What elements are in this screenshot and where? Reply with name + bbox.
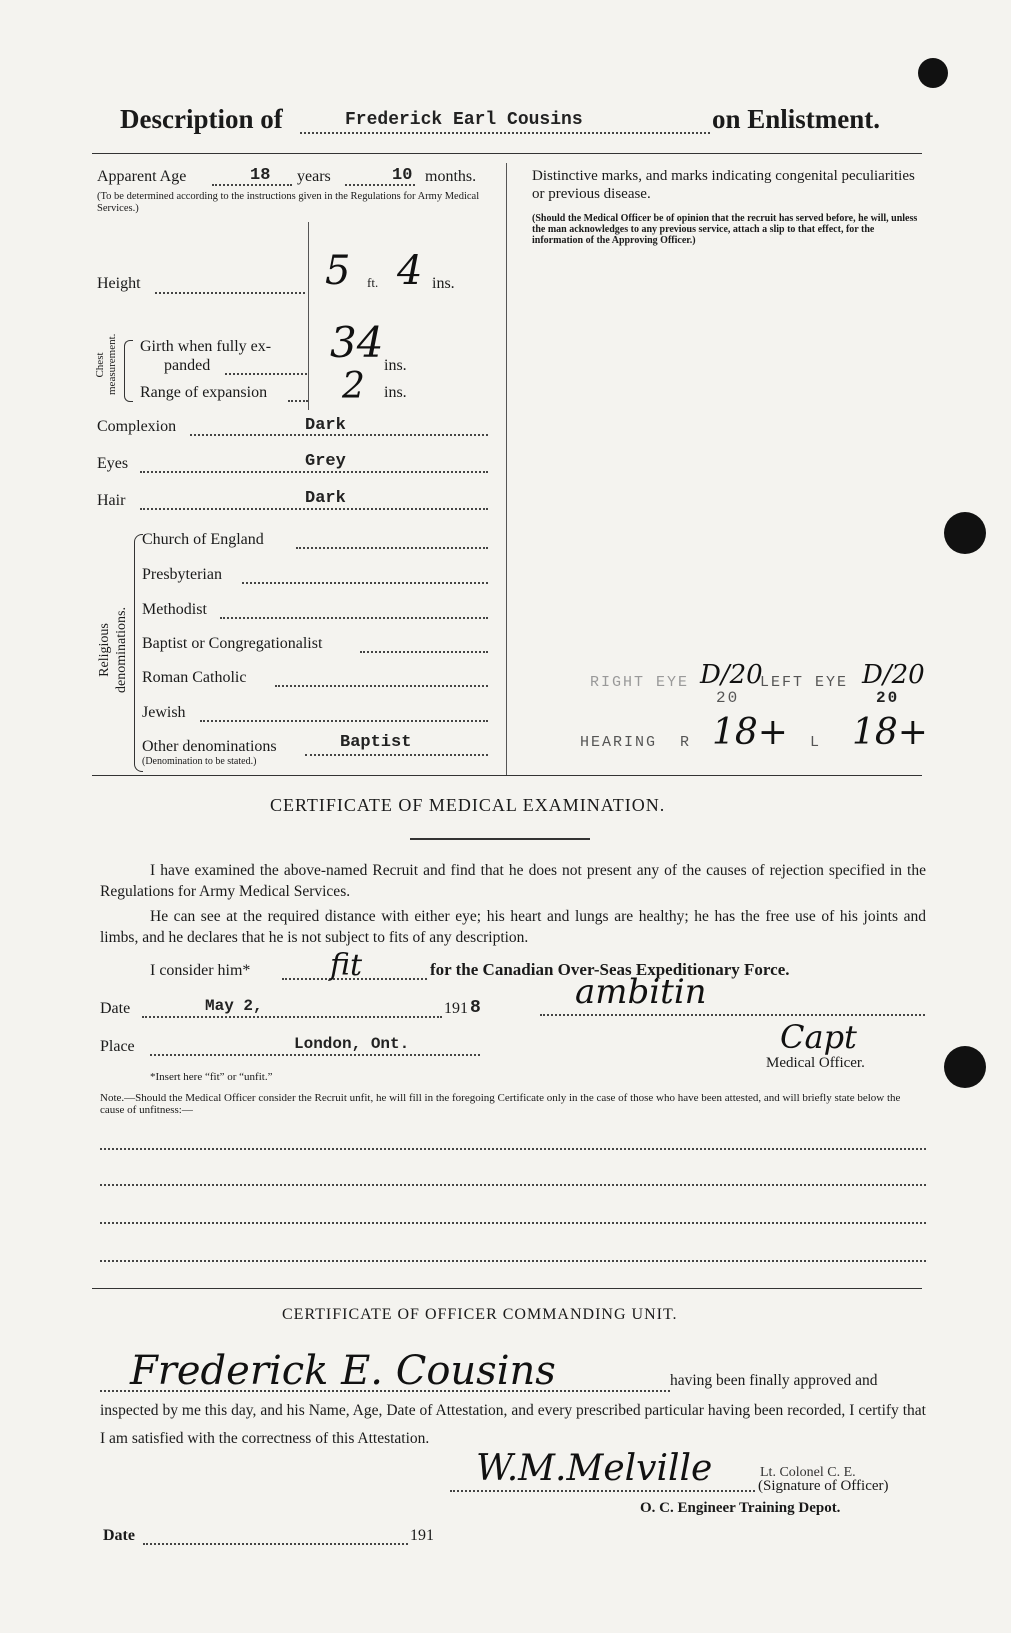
header-rule xyxy=(92,153,922,154)
religion-other-line xyxy=(305,754,488,756)
hair-line xyxy=(140,508,488,510)
religion-item-jewish: Jewish xyxy=(142,704,186,721)
force-text: for the Canadian Over-Seas Expeditionary Force. xyxy=(430,960,790,979)
complexion-label: Complexion xyxy=(97,418,177,435)
right-eye-value: D/20 xyxy=(700,660,763,690)
religion-item-presbyterian: Presbyterian xyxy=(142,566,222,583)
religion-line-6 xyxy=(200,720,488,722)
chest-range-label: Range of expansion xyxy=(140,384,268,401)
chest-range-value: 2 xyxy=(342,366,365,407)
chest-girth-ins: ins. xyxy=(384,357,407,374)
religion-item-church-of-england: Church of England xyxy=(142,531,264,548)
religion-item-baptist-congregationalist: Baptist or Congregationalist xyxy=(142,635,323,652)
religion-item-roman-catholic: Roman Catholic xyxy=(142,669,247,686)
religion-other-note: (Denomination to be stated.) xyxy=(142,756,257,767)
medical-date-line xyxy=(142,1016,442,1018)
distinctive-marks-note: (Should the Medical Officer be of opinion that the recruit has served before, he will, unless the man acknowledges to any previous service, attach a slip to that effect, for the information of the Approving Officer.) xyxy=(532,213,918,246)
chest-range-line xyxy=(288,400,308,402)
commanding-unit: O. C. Engineer Training Depot. xyxy=(640,1500,841,1516)
height-feet-label: ft. xyxy=(367,275,379,290)
commanding-officer-rank: Lt. Colonel C. E. xyxy=(760,1465,856,1480)
religion-line-1 xyxy=(296,547,488,549)
recruit-signature: Frederick E. Cousins xyxy=(130,1348,556,1394)
header-name-line xyxy=(300,132,710,134)
unfit-line-1 xyxy=(100,1148,926,1150)
age-months-label: months. xyxy=(425,168,477,185)
height-inches-label: ins. xyxy=(432,275,455,292)
age-label: Apparent Age xyxy=(97,168,187,185)
commanding-officer-line xyxy=(450,1490,755,1492)
left-eye-denominator: 20 xyxy=(876,689,900,707)
commanding-text-1: having been finally approved and xyxy=(670,1372,878,1389)
left-eye-value: D/20 xyxy=(862,660,925,690)
religion-item-methodist: Methodist xyxy=(142,601,207,618)
chest-girth-label-2: panded xyxy=(164,357,211,374)
age-note: (To be determined according to the instructions given in the Regulations for Army Medical Services.) xyxy=(97,191,480,214)
punch-hole-bottom xyxy=(944,1046,986,1088)
chest-girth-value: 34 xyxy=(330,318,384,367)
religion-line-3 xyxy=(220,617,488,619)
chest-range-ins: ins. xyxy=(384,384,407,401)
religion-line-5 xyxy=(275,685,488,687)
age-years-value: 18 xyxy=(250,166,271,185)
hair-label: Hair xyxy=(97,492,126,509)
left-eye-label: LEFT EYE xyxy=(760,674,849,691)
unfit-line-3 xyxy=(100,1222,926,1224)
commanding-date-line xyxy=(143,1543,408,1545)
hair-value: Dark xyxy=(305,489,346,508)
hearing-right-label: R xyxy=(680,734,692,751)
recruit-signature-line xyxy=(100,1390,670,1392)
hearing-left-value: 18+ xyxy=(852,712,928,753)
commanding-text-2: inspected by me this day, and his Name, Age, Date of Attestation, and every prescribed particular having been recorded, I certify that I am satisfied with the correctness of this Attestation. xyxy=(100,1402,926,1447)
distinctive-marks-title: Distinctive marks, and marks indicating congenital peculiarities or previous disease. xyxy=(532,168,915,202)
column-divider xyxy=(506,163,507,775)
chest-brace xyxy=(124,340,133,402)
medical-place-line xyxy=(150,1054,480,1056)
medical-title-rule xyxy=(410,838,590,840)
recruit-name: Frederick Earl Cousins xyxy=(345,110,583,130)
medical-place-label: Place xyxy=(100,1038,135,1055)
medical-note: Note.—Should the Medical Officer consider the Recruit unfit, he will fill in the foregoing Certificate only in the case of those who have been attested, and will briefly state below the cause of unfitness:— xyxy=(100,1092,901,1116)
eyes-value: Grey xyxy=(305,452,346,471)
unfit-line-2 xyxy=(100,1184,926,1186)
religion-other-label: Other denominations xyxy=(142,738,277,755)
medical-year-suffix: 8 xyxy=(470,998,481,1018)
commanding-year-prefix: 191 xyxy=(410,1527,434,1544)
hearing-label: HEARING xyxy=(580,734,658,751)
commanding-officer-signature: W.M.Melville xyxy=(476,1448,713,1489)
eyes-label: Eyes xyxy=(97,455,129,472)
insert-note: *Insert here “fit” or “unfit.” xyxy=(150,1071,273,1083)
hearing-left-label: L xyxy=(810,734,822,751)
commanding-certificate-title: CERTIFICATE OF OFFICER COMMANDING UNIT. xyxy=(282,1306,678,1323)
header-description-label: Description of xyxy=(120,104,283,134)
medical-year-prefix: 191 xyxy=(444,1000,468,1017)
section-rule-2 xyxy=(92,1288,922,1289)
header-on-enlistment: on Enlistment. xyxy=(712,104,881,134)
punch-hole-middle xyxy=(944,512,986,554)
right-eye-label: RIGHT EYE xyxy=(590,674,690,691)
age-years-label: years xyxy=(297,168,331,185)
unfit-line-4 xyxy=(100,1260,926,1262)
height-feet-value: 5 xyxy=(325,248,351,294)
punch-hole-top xyxy=(918,58,948,88)
medical-para-2: He can see at the required distance with either eye; his heart and lungs are healthy; he has the free use of his joints and limbs, and he declares that he is not subject to fits of any description. xyxy=(100,908,926,946)
consider-label: I consider him* xyxy=(150,962,251,979)
complexion-value: Dark xyxy=(305,416,346,435)
medical-officer-rank: Capt xyxy=(780,1018,857,1056)
height-label: Height xyxy=(97,275,141,292)
religion-line-4 xyxy=(360,651,488,653)
chest-group-label: Chest measurement. xyxy=(94,333,118,395)
medical-officer-signature: ambitin xyxy=(575,972,707,1012)
religion-line-2 xyxy=(242,582,488,584)
signature-of-officer-label: (Signature of Officer) xyxy=(758,1478,889,1494)
medical-date-label: Date xyxy=(100,1000,131,1017)
value-column-divider xyxy=(308,222,309,410)
medical-place-value: London, Ont. xyxy=(294,1035,410,1053)
religion-group-label: Religious denominations. xyxy=(97,607,129,693)
section-rule-1 xyxy=(92,775,922,776)
medical-para-1: I have examined the above-named Recruit and find that he does not present any of the causes of rejection specified in the Regulations for Army Medical Services. xyxy=(100,862,926,900)
medical-date-value: May 2, xyxy=(205,997,263,1015)
eyes-line xyxy=(140,471,488,473)
medical-officer-line xyxy=(540,1014,925,1016)
height-inches-value: 4 xyxy=(397,248,423,294)
religion-other-value: Baptist xyxy=(340,733,412,752)
medical-certificate-title: CERTIFICATE OF MEDICAL EXAMINATION. xyxy=(270,795,666,815)
chest-girth-label-1: Girth when fully ex- xyxy=(140,338,272,355)
commanding-date-label: Date xyxy=(103,1527,135,1544)
medical-officer-label: Medical Officer. xyxy=(766,1055,865,1071)
age-months-value: 10 xyxy=(392,166,413,185)
chest-girth-line xyxy=(225,373,307,375)
right-eye-denominator: 20 xyxy=(716,689,740,707)
hearing-right-value: 18+ xyxy=(712,712,788,753)
consider-value: fit xyxy=(330,948,363,983)
height-line xyxy=(155,292,305,294)
